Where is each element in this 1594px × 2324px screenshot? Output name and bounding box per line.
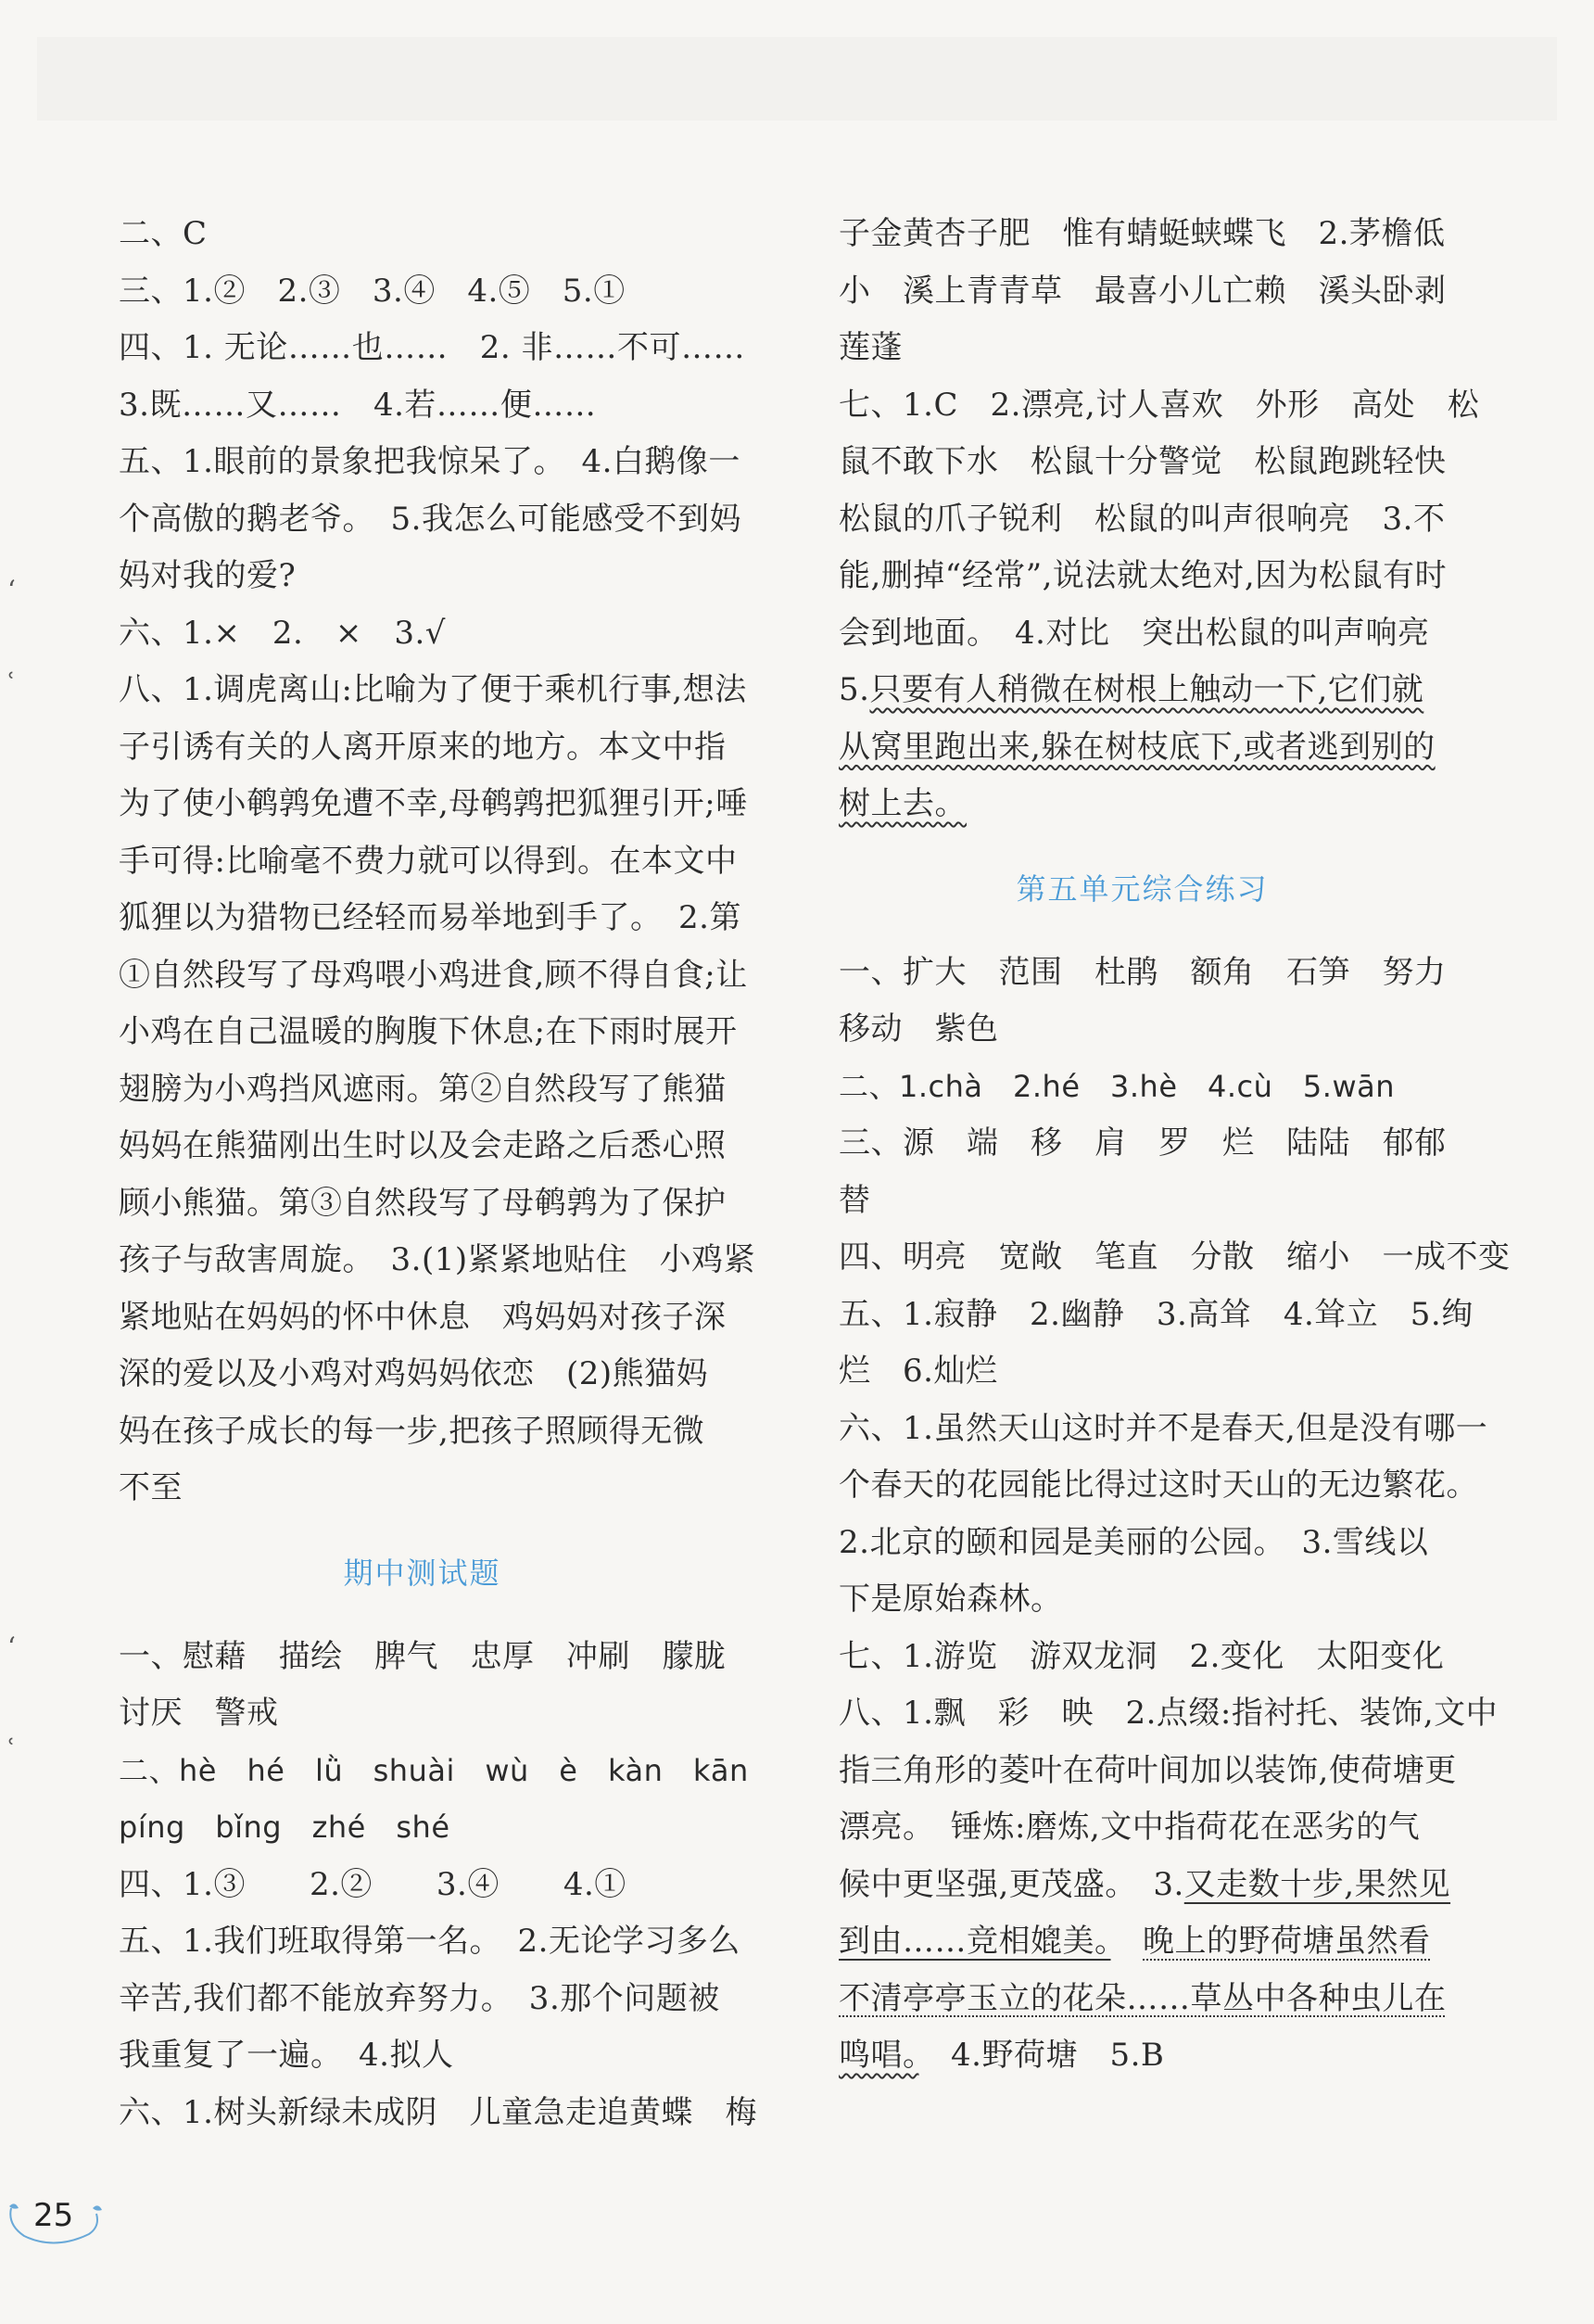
answer-line: 妈对我的爱? [119,557,297,594]
answer-line: 会到地面。 4.对比 突出松鼠的叫声响亮 [839,614,1430,652]
answer-line: 五、1.寂静 2.幽静 3.高耸 4.耸立 5.绚 [839,1295,1474,1333]
answer-line: 个高傲的鹅老爷。 5.我怎么可能感受不到妈 [119,500,741,538]
left-answers-part2 [119,1629,726,1743]
answer-text: 候中更坚强,更茂盛。 [839,1865,1121,1903]
right-answers-part1 [839,206,1480,662]
answer-line: 能,删掉“经常”,说法就太绝对,因为松鼠有时 [839,557,1448,594]
wavy-underlined-text: 树上去。 [839,785,967,822]
answer-line: 莲蓬 [839,329,903,366]
pinyin-answer-line: 二、hè hé lǜ shuài wù è kàn kān [119,1752,749,1788]
dotted-underlined-text: 晚上的野荷塘虽然看 [1143,1923,1431,1960]
answer-line: 松鼠的爪子锐利 松鼠的叫声很响亮 3.不 [839,500,1446,538]
section-title-unit5: 第五单元综合练习 [1016,870,1269,907]
left-column [119,206,757,2141]
answer-line [839,776,1446,833]
answer-text: 4.野荷塘 5.B [951,2037,1165,2074]
answer-line: 3.既……又…… 4.若……便…… [119,386,597,424]
margin-mark: ʿ [7,667,16,698]
answer-line: 六、1.× 2. × 3.√ [119,614,446,652]
answer-number: 5. [839,671,870,708]
answer-line: 四、1.③ 2.② 3.④ 4.① [119,1865,626,1903]
answer-line: 紧地贴在妈妈的怀中休息 鸡妈妈对孩子深 [119,1298,727,1336]
answer-number: 3. [1153,1865,1184,1903]
answer-line: 孩子与敌害周旋。 3.(1)紧紧地贴住 小鸡紧 [119,1241,756,1278]
answer-line: 下是原始森林。 [839,1581,1063,1618]
answer-line: 漂亮。 锤炼:磨炼,文中指荷花在恶劣的气 [839,1809,1421,1846]
answer-line: 为了使小鹌鹑免遭不幸,母鹌鹑把狐狸引开;唾 [119,785,748,822]
answer-line: 不至 [119,1469,183,1506]
answer-line: 翅膀为小鸡挡风遮雨。第②自然段写了熊猫 [119,1070,727,1108]
answer-line: 手可得:比喻毫不费力就可以得到。在本文中 [119,842,738,880]
answer-line: 2.北京的颐和园是美丽的公园。 3.雪线以 [839,1523,1429,1561]
answer-line: 指三角形的菱叶在荷叶间加以装饰,使荷塘更 [839,1751,1457,1789]
pinyin-answer-line: 二、1.chà 2.hé 3.hè 4.cù 5.wān [839,1068,1396,1104]
left-answers-part3 [119,1857,757,2142]
answer-line: 小鸡在自己温暖的胸腹下休息;在下雨时展开 [119,1013,738,1050]
right-column [839,206,1511,2085]
section-title-midterm: 期中测试题 [343,1555,501,1591]
underlined-text: 又走数十步,果然见 [1183,1865,1451,1903]
answer-line: ①自然段写了母鸡喂小鸡进食,顾不得自食;让 [119,956,748,994]
page-header-blank [37,37,1557,121]
answer-line [839,1971,1446,2028]
answer-line: 鼠不敢下水 松鼠十分警觉 松鼠跑跳轻快 [839,443,1447,480]
right-answers-part3 [839,1115,1511,1857]
answer-line [839,719,1446,777]
pinyin-answer-line: píng bǐng zhé shé [119,1810,450,1845]
answer-line: 五、1.我们班取得第一名。 2.无论学习多么 [119,1923,740,1960]
answer-line [839,1857,1451,1914]
answer-line-q5 [839,662,1446,719]
wavy-underlined-text: 从窝里跑出来,躲在树枝底下,或者逃到别的 [839,728,1436,766]
answer-line: 烂 6.灿烂 [839,1352,998,1390]
answer-line: 五、1.眼前的景象把我惊呆了。 4.白鹅像一 [119,443,740,480]
answer-line: 三、源 端 移 肩 罗 烂 陆陆 郁郁 [839,1124,1447,1162]
answer-line: 六、1.虽然天山这时并不是春天,但是没有哪一 [839,1409,1488,1447]
answer-line: 四、明亮 宽敞 笔直 分散 缩小 一成不变 [839,1238,1511,1276]
right-answers-part2 [839,945,1446,1059]
dotted-underlined-text: 不清亭亭玉立的花朵……草丛中各种虫儿在 [839,1979,1447,2017]
underlined-text: 到由……竞相媲美。 [839,1923,1111,1960]
answer-line: 小 溪上青青草 最喜小儿亡赖 溪头卧剥 [839,272,1447,310]
answer-line: 子金黄杏子肥 惟有蜻蜓蛱蝶飞 2.茅檐低 [839,215,1446,252]
answer-line [839,1913,1446,1971]
answer-line: 三、1.② 2.③ 3.④ 4.⑤ 5.① [119,272,626,310]
margin-mark: ʿ [7,1733,16,1764]
answer-line: 狐狸以为猎物已经轻而易举地到手了。 2.第 [119,899,741,936]
answer-line: 二、C [119,215,208,252]
answer-line: 讨厌 警戒 [119,1695,279,1732]
wavy-underlined-text: 只要有人稍微在树根上触动一下,它们就 [869,671,1424,708]
answer-line: 八、1.飘 彩 映 2.点缀:指衬托、装饰,文中 [839,1695,1499,1732]
answer-line: 四、1. 无论……也…… 2. 非……不可…… [119,329,745,366]
answer-line: 七、1.游览 游双龙洞 2.变化 太阳变化 [839,1637,1445,1675]
answer-line: 八、1.调虎离山:比喻为了便于乘机行事,想法 [119,671,747,708]
answer-line: 妈在孩子成长的每一步,把孩子照顾得无微 [119,1412,705,1450]
answer-line: 六、1.树头新绿未成阴 儿童急走追黄蝶 梅 [119,2093,757,2131]
answer-line: 深的爱以及小鸡对鸡妈妈依恋 (2)熊猫妈 [119,1355,709,1392]
answer-line: 七、1.C 2.漂亮,讨人喜欢 外形 高处 松 [839,386,1480,424]
margin-mark: ʻ [7,575,16,605]
answer-line: 替 [839,1181,871,1219]
answer-line: 辛苦,我们都不能放弃努力。 3.那个问题被 [119,1979,720,2017]
answer-line: 移动 紫色 [839,1010,999,1048]
answer-line: 一、慰藉 描绘 脾气 忠厚 冲刷 朦胧 [119,1637,727,1675]
answer-line: 子引诱有关的人离开原来的地方。本文中指 [119,728,727,766]
left-answers-part1 [119,206,756,1518]
answer-line: 一、扩大 范围 杜鹃 额角 石笋 努力 [839,953,1447,991]
answer-line [839,2027,1446,2085]
answer-line: 妈妈在熊猫刚出生时以及会走路之后悉心照 [119,1127,727,1164]
page-number: 25 [33,2197,74,2234]
answer-line: 我重复了一遍。 4.拟人 [119,2037,454,2074]
answer-line: 顾小熊猫。第③自然段写了母鹌鹑为了保护 [119,1184,727,1222]
wavy-underlined-text: 鸣唱。 [839,2037,919,2074]
answer-line: 个春天的花园能比得过这时天山的无边繁花。 [839,1467,1478,1504]
margin-mark: ʻ [7,1632,16,1662]
